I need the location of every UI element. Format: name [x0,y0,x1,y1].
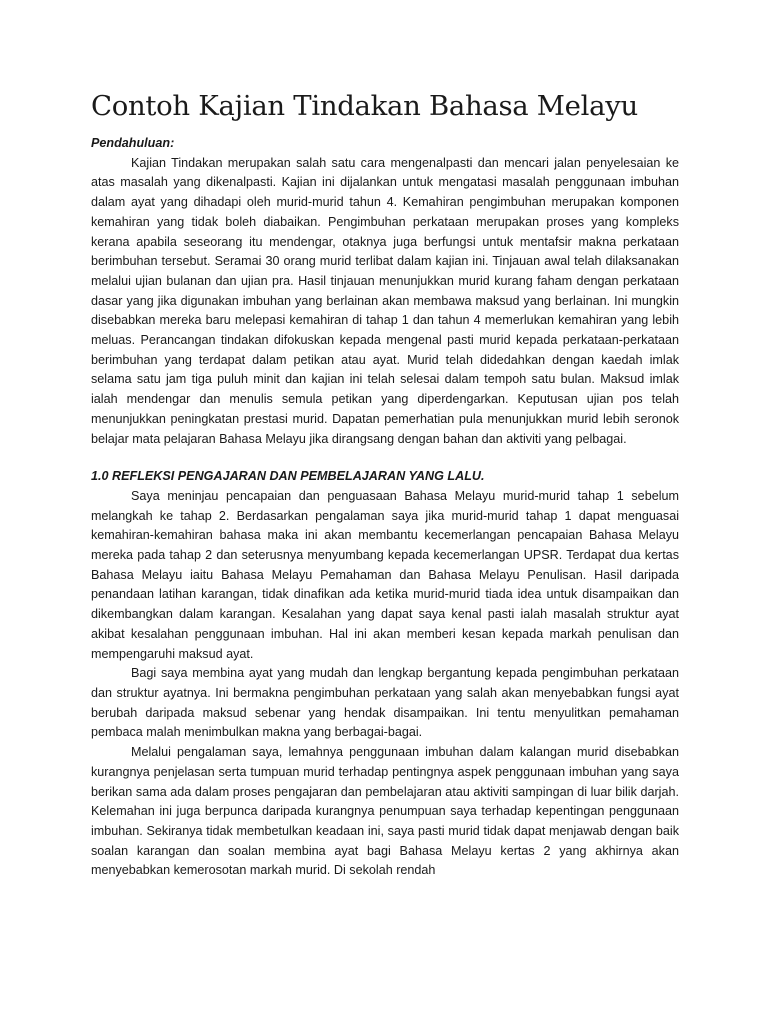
document-title: Contoh Kajian Tindakan Bahasa Melayu [91,90,638,122]
document-page [91,84,679,881]
intro-paragraph: Kajian Tindakan merupakan salah satu cara mengenalpasti dan mencari jalan penyelesaian ke atas masalah yang dikenalpasti. Kajian ini dijalankan untuk mengatasi masalah penggunaan imbuhan dalam ayat yang dihadapi oleh murid-murid tahun 4. Kemahiran pengimbuhan merupakan komponen kemahiran yang tidak boleh diabaikan. Pengimbuhan perkataan merupakan proses yang kompleks kerana apabila seseorang itu mendengar, otaknya juga berfungsi untuk mentafsir makna perkataan berimbuhan tersebut. Seramai 30 orang murid terlibat dalam kajian ini. Tinjauan awal telah dilaksanakan melalui ujian bulanan dan ujian pra. Hasil tinjauan menunjukkan murid kurang faham dengan perkataan dasar yang jika digunakan imbuhan yang berlainan akan membawa maksud yang berlainan. Ini mungkin disebabkan mereka baru melepasi kemahiran di tahap 1 dan tahun 4 memerlukan kemahiran yang lebih meluas. Perancangan tindakan difokuskan kepada mengenal pasti murid kepada perkataan-perkataan berimbuhan yang terdapat dalam petikan atau ayat. Murid telah didedahkan dengan kaedah imlak selama satu jam tiga puluh minit dan kajian ini telah selesai dalam tempoh satu bulan. Maksud imlak ialah mendengar dan menulis semula petikan yang diperdengarkan. Keputusan ujian pos telah menunjukkan peningkatan prestasi murid. Dapatan pemerhatian pula menunjukkan murid lebih seronok belajar mata pelajaran Bahasa Melayu jika dirangsang dengan bahan dan aktiviti yang pelbagai. [91,155,679,446]
section-1-paragraph-1: Saya meninjau pencapaian dan penguasaan Bahasa Melayu murid-murid tahap 1 sebelum melangkah ke tahap 2. Berdasarkan pengalaman saya jika murid-murid tahap 1 dapat menguasai kemahiran-kemahiran bahasa maka ini akan membantu kecemerlangan pencapaian Bahasa Melayu mereka pada tahap 2 dan seterusnya menyumbang kepada kecemerlangan UPSR. Terdapat dua kertas Bahasa Melayu iaitu Bahasa Melayu Pemahaman dan Bahasa Melayu Penulisan. Hasil daripada penandaan latihan karangan, tidak dinafikan ada ketika murid-murid tiada idea untuk disampaikan dan dikembangkan dalam karangan. Kesalahan yang dapat saya kenal pasti ialah masalah struktur ayat akibat kesalahan penggunaan imbuhan. Hal ini akan memberi kesan kepada markah penulisan dan mempengaruhi maksud ayat. [91,488,679,661]
section-1-paragraph-3: Melalui pengalaman saya, lemahnya penggunaan imbuhan dalam kalangan murid disebabkan kurangnya penjelasan serta tumpuan murid terhadap pentingnya aspek penggunaan imbuhan yang saya berikan sama ada dalam proses pengajaran dan pembelajaran atau aktiviti sampingan di luar bilik darjah. Kelemahan ini juga berpunca daripada kurangnya penumpuan saya terhadap kepentingan penggunaan imbuhan. Sekiranya tidak membetulkan keadaan ini, saya pasti murid tidak dapat menjawab dengan baik soalan karangan dan soalan membina ayat bagi Bahasa Melayu kertas 2 yang akhirnya akan menyebabkan kemerosotan markah murid. Di sekolah rendah [91,745,679,878]
section-1-heading: 1.0 REFLEKSI PENGAJARAN DAN PEMBELAJARAN YANG LALU. [91,469,485,484]
intro-heading: Pendahuluan: [91,136,175,150]
section-spacer [91,449,679,467]
section-1-paragraph-2: Bagi saya membina ayat yang mudah dan lengkap bergantung kepada pengimbuhan perkataan dan struktur ayatnya. Ini bermakna pengimbuhan perkataan yang salah akan menyebabkan fungsi ayat berubah daripada maksud sebenar yang hendak disampaikan. Ini tentu menyulitkan pemahaman pembaca malah menimbulkan makna yang berbagai-bagai. [91,666,679,740]
